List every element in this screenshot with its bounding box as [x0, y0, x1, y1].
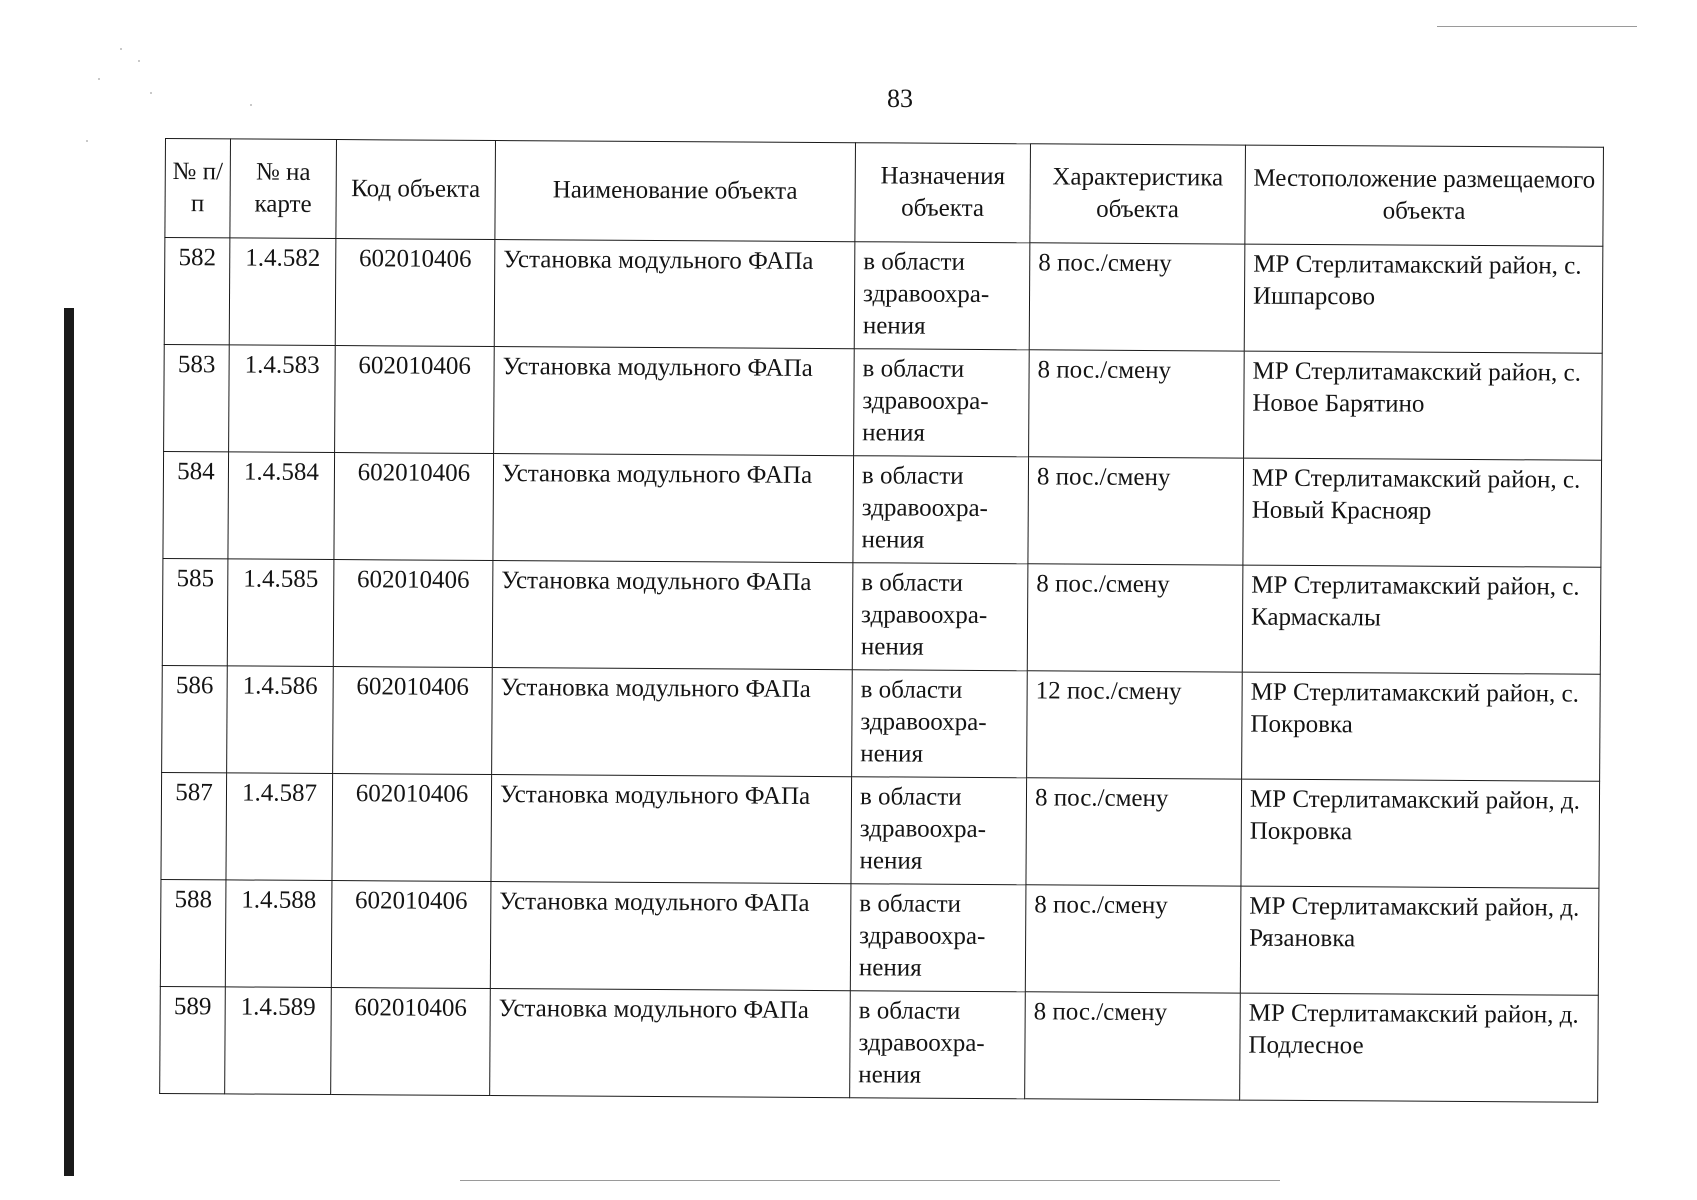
table-row — [160, 879, 1599, 995]
cell-object-purpose: в области здравоохра-нения — [854, 242, 1030, 350]
cell-object-characteristic: 8 пос./смену — [1025, 885, 1241, 993]
cell-object-location: МР Стерлитамакский район, с. Покровка — [1242, 672, 1601, 781]
table-row — [163, 451, 1602, 567]
cell-map-number: 1.4.588 — [225, 880, 332, 988]
cell-object-purpose: в области здравоохра-нения — [851, 777, 1027, 885]
cell-object-name: Установка модульного ФАПа — [490, 882, 851, 991]
cell-object-code: 602010406 — [334, 453, 494, 561]
cell-num: 584 — [163, 451, 229, 558]
cell-object-location: МР Стерлитамакский район, д. Подлесное — [1240, 993, 1599, 1102]
cell-object-name: Установка модульного ФАПа — [494, 347, 855, 456]
header-object-purpose: Назначения объекта — [855, 143, 1031, 243]
header-object-location: Местоположение размещаемого объекта — [1245, 145, 1604, 246]
cell-object-code: 602010406 — [333, 667, 493, 775]
cell-num: 589 — [160, 986, 226, 1093]
scan-speck — [120, 48, 122, 50]
cell-object-purpose: в области здравоохра-нения — [852, 670, 1028, 778]
cell-map-number: 1.4.585 — [227, 559, 334, 667]
objects-table — [159, 138, 1604, 1103]
cell-object-location: МР Стерлитамакский район, с. Новое Барятино — [1244, 351, 1603, 460]
cell-object-location: МР Стерлитамакский район, д. Рязановка — [1240, 886, 1599, 995]
cell-object-name: Установка модульного ФАПа — [494, 240, 855, 349]
cell-map-number: 1.4.586 — [227, 666, 334, 774]
header-row — [165, 139, 1604, 247]
scan-speck — [98, 78, 100, 80]
cell-object-location: МР Стерлитамакский район, с. Новый Краснояр — [1243, 458, 1602, 567]
table-body — [160, 238, 1603, 1103]
cell-object-code: 602010406 — [335, 239, 495, 347]
table-row — [162, 558, 1601, 674]
table-row — [164, 238, 1603, 354]
table-row — [160, 986, 1599, 1102]
table-header — [165, 139, 1604, 247]
scan-edge-line-top — [1437, 26, 1637, 27]
cell-object-purpose: в области здравоохра-нения — [853, 456, 1029, 564]
cell-object-code: 602010406 — [331, 988, 491, 1096]
page-number: 83 — [887, 84, 913, 113]
cell-num: 583 — [164, 344, 230, 451]
cell-object-code: 602010406 — [333, 560, 493, 668]
cell-num: 582 — [164, 238, 230, 345]
cell-object-name: Установка модульного ФАПа — [490, 989, 851, 1098]
cell-object-name: Установка модульного ФАПа — [491, 775, 852, 884]
cell-object-characteristic: 8 пос./смену — [1029, 243, 1245, 351]
table-row — [162, 665, 1601, 781]
cell-map-number: 1.4.583 — [229, 345, 336, 453]
header-map-number: № на карте — [230, 139, 337, 239]
cell-object-characteristic: 8 пос./смену — [1027, 564, 1243, 672]
cell-object-code: 602010406 — [332, 774, 492, 882]
table-row — [161, 772, 1600, 888]
cell-object-purpose: в области здравоохра-нения — [852, 563, 1028, 671]
cell-num: 586 — [162, 665, 228, 772]
cell-object-name: Установка модульного ФАПа — [492, 561, 853, 670]
cell-object-location: МР Стерлитамакский район, с. Ишпарсово — [1244, 244, 1603, 353]
scan-binding-edge — [64, 308, 74, 1176]
cell-object-name: Установка модульного ФАПа — [492, 668, 853, 777]
cell-object-characteristic: 8 пос./смену — [1026, 778, 1242, 886]
cell-object-characteristic: 12 пос./смену — [1027, 671, 1243, 779]
scan-speck — [86, 140, 88, 142]
cell-object-location: МР Стерлитамакский район, д. Покровка — [1241, 779, 1600, 888]
cell-num: 585 — [162, 558, 228, 665]
cell-object-code: 602010406 — [331, 881, 491, 989]
cell-object-purpose: в области здравоохра-нения — [850, 884, 1026, 992]
cell-object-purpose: в области здравоохра-нения — [850, 991, 1026, 1099]
header-object-characteristic: Характеристика объекта — [1030, 144, 1246, 244]
cell-map-number: 1.4.584 — [228, 452, 335, 560]
cell-object-name: Установка модульного ФАПа — [493, 454, 854, 563]
cell-object-characteristic: 8 пос./смену — [1029, 350, 1245, 458]
cell-num: 587 — [161, 772, 227, 879]
cell-map-number: 1.4.582 — [229, 238, 336, 346]
header-num: № п/п — [165, 139, 231, 238]
cell-num: 588 — [160, 879, 226, 986]
table-row — [164, 344, 1603, 460]
cell-map-number: 1.4.589 — [225, 987, 332, 1095]
cell-object-code: 602010406 — [335, 346, 495, 454]
header-object-code: Код объекта — [336, 140, 496, 240]
cell-object-purpose: в области здравоохра-нения — [854, 349, 1030, 457]
scan-speck — [138, 60, 140, 62]
header-object-name: Наименование объекта — [495, 141, 856, 242]
cell-object-location: МР Стерлитамакский район, с. Кармаскалы — [1242, 565, 1601, 674]
cell-object-characteristic: 8 пос./смену — [1025, 992, 1241, 1100]
cell-map-number: 1.4.587 — [226, 773, 333, 881]
cell-object-characteristic: 8 пос./смену — [1028, 457, 1244, 565]
scan-edge-line-bottom — [460, 1180, 1280, 1181]
